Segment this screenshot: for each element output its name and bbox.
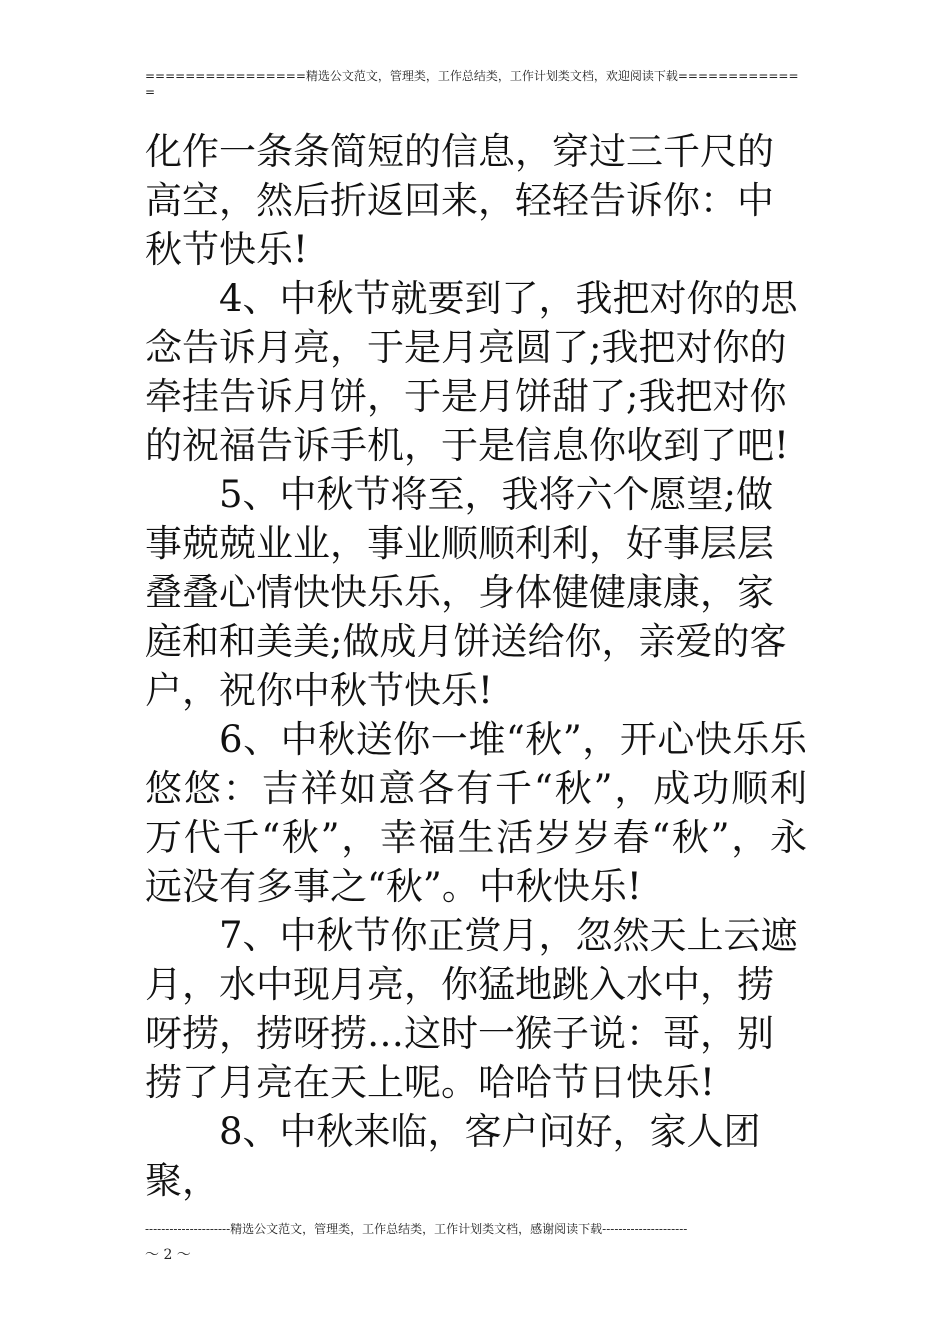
page-number: ～ 2 ～ — [145, 1247, 191, 1263]
paragraph-item-5: 5、中秋节将至，我将六个愿望;做事兢兢业业，事业顺顺利利，好事层层叠叠心情快快乐乐，身体健健康康，家庭和和美美;做成月饼送给你，亲爱的客户，祝你中秋节快乐! — [145, 473, 787, 712]
page-footer: ---------------------精选公文范文，管理类，工作总结类，工作计划类文档，感谢阅读下载--------------------- — [145, 1222, 688, 1236]
paragraph-continuation: 化作一条条简短的信息，穿过三千尺的高空，然后折返回来，轻轻告诉你：中秋节快乐! — [145, 130, 774, 271]
document-body — [145, 127, 807, 1205]
paragraph-item-8: 8、中秋来临，客户问好，家人团聚， — [145, 1110, 761, 1202]
paragraph-item-4: 4、中秋节就要到了，我把对你的思念告诉月亮，于是月亮圆了;我把对你的牵挂告诉月饼，于是月饼甜了;我把对你的祝福告诉手机，于是信息你收到了吧! — [145, 277, 798, 467]
page-header: ================精选公文范文，管理类，工作总结类，工作计划类文档，欢迎阅读下载============= — [145, 69, 799, 99]
paragraph-item-7: 7、中秋节你正赏月，忽然天上云遮月，水中现月亮，你猛地跳入水中，捞呀捞，捞呀捞…这时一猴子说：哥，别捞了月亮在天上呢。哈哈节日快乐! — [145, 914, 798, 1104]
paragraph-item-6: 6、中秋送你一堆“秋”，开心快乐乐悠悠：吉祥如意各有千“秋”，成功顺利万代千“秋”，幸福生活岁岁春“秋”，永远没有多事之“秋”。中秋快乐! — [145, 718, 807, 908]
